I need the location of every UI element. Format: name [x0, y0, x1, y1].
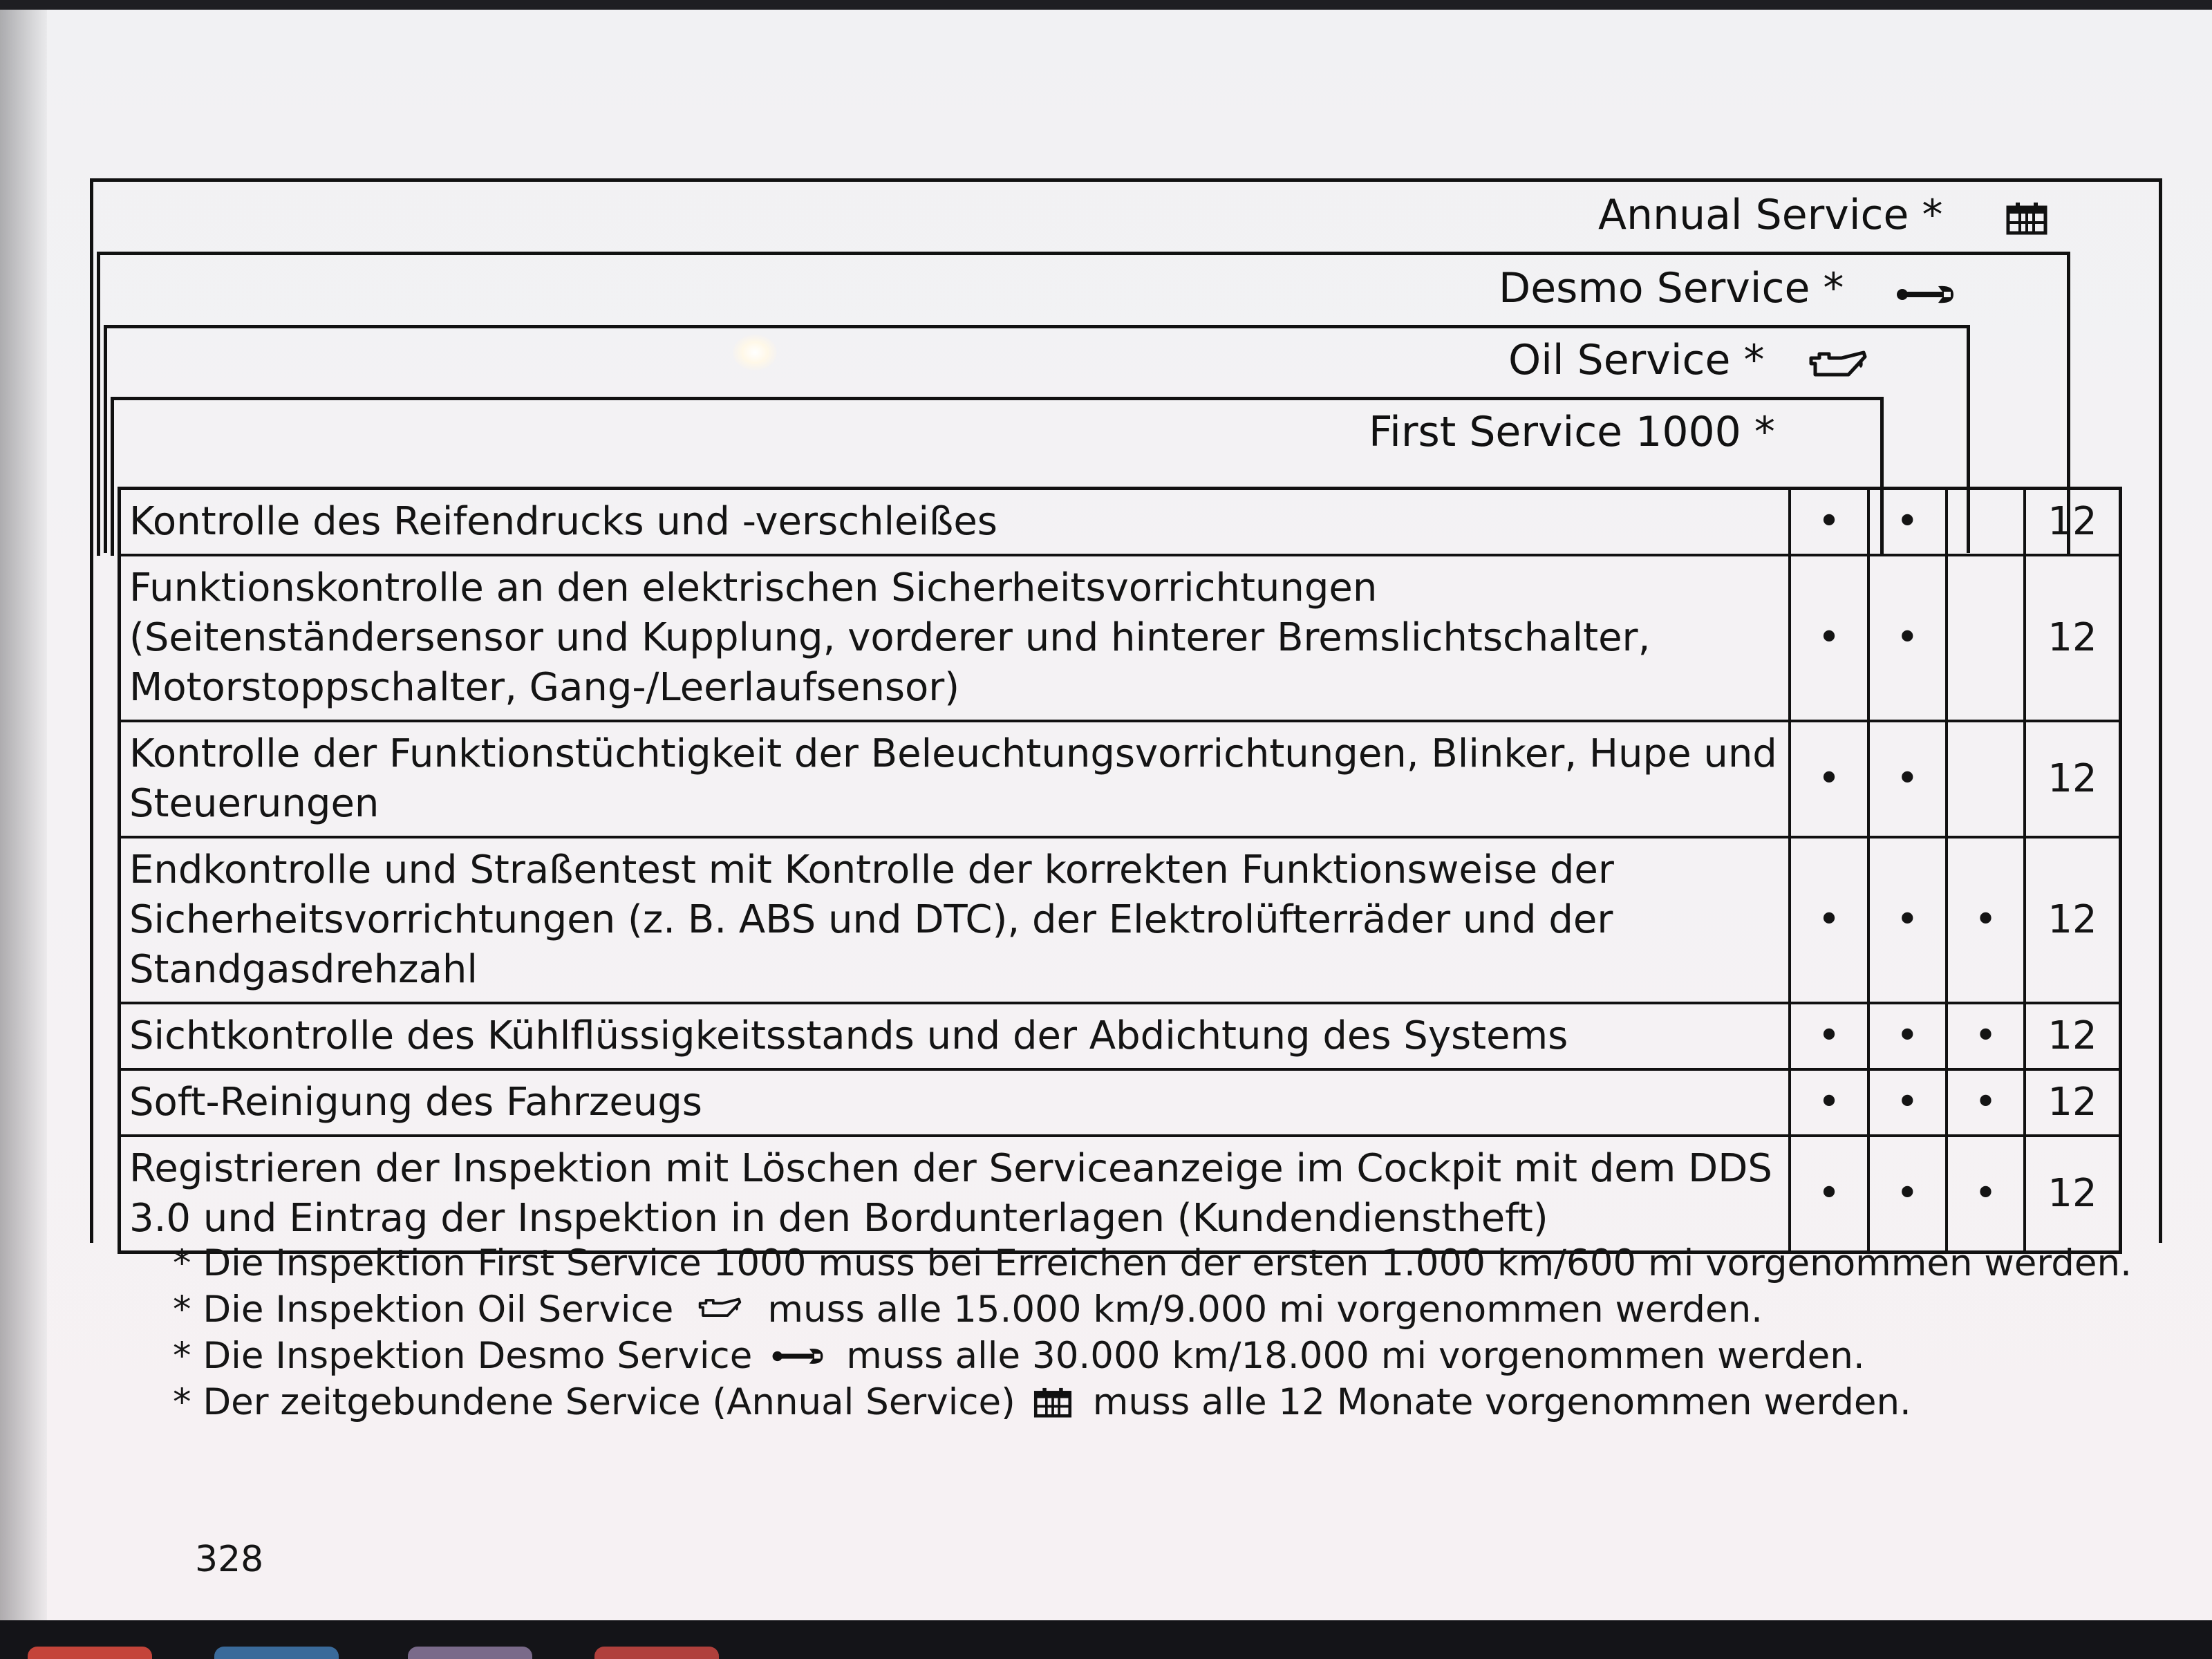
manual-page	[0, 10, 2212, 1620]
annual-service-months: 12	[2025, 721, 2120, 837]
oil-can-icon	[691, 1296, 747, 1324]
table-row	[120, 489, 2121, 556]
footnotes	[173, 1240, 2132, 1425]
oil-service-mark: •	[1868, 489, 1947, 556]
task-description: Registrieren der Inspektion mit Löschen der Serviceanzeige im Cockpit mit dem DDS 3.0 und Eintrag der Inspektion in den Bordunterlagen (Kundendienstheft)	[120, 1136, 1790, 1253]
annual-service-months: 12	[2025, 837, 2120, 1003]
first-service-mark: •	[1790, 837, 1868, 1003]
wrench-icon	[770, 1344, 825, 1369]
annual-service-months: 12	[2025, 1003, 2120, 1069]
taskbar-app-button[interactable]	[28, 1647, 152, 1659]
wrench-icon	[1894, 281, 1956, 308]
footnote-text: * Die Inspektion Desmo Service	[173, 1335, 753, 1377]
annual-service-months: 12	[2025, 1136, 2120, 1253]
taskbar-app-button[interactable]	[408, 1647, 532, 1659]
oil-service-mark: •	[1868, 1136, 1947, 1253]
footnote-text: * Die Inspektion First Service 1000 muss bei Erreichen der ersten 1.000 km/600 mi vorgenommen werden.	[173, 1242, 2132, 1284]
footnote-first-service	[173, 1240, 2132, 1286]
table-row	[120, 1003, 2121, 1069]
first-service-mark: •	[1790, 721, 1868, 837]
annual-service-months: 12	[2025, 555, 2120, 721]
desmo-service-label: Desmo Service *	[1499, 264, 1844, 312]
desmo-service-mark	[1947, 555, 2025, 721]
desmo-service-mark	[1947, 721, 2025, 837]
table-row	[120, 1136, 2121, 1253]
table-row	[120, 1069, 2121, 1136]
desmo-service-mark	[1947, 489, 2025, 556]
oil-service-mark: •	[1868, 1003, 1947, 1069]
footnote-oil-service	[173, 1286, 2108, 1333]
taskbar-app-button[interactable]	[594, 1647, 719, 1659]
task-description: Endkontrolle und Straßentest mit Kontrolle der korrekten Funktionsweise der Sicherheitsvorrichtungen (z. B. ABS und DTC), der Elektrolüfterräder und der Standgasdrehzahl	[120, 837, 1790, 1003]
oil-service-mark: •	[1868, 555, 1947, 721]
first-service-mark: •	[1790, 489, 1868, 556]
annual-service-label: Annual Service *	[1598, 191, 1943, 239]
first-service-mark: •	[1790, 1136, 1868, 1253]
desmo-service-mark: •	[1947, 1003, 2025, 1069]
task-description: Sichtkontrolle des Kühlflüssigkeitsstands und der Abdichtung des Systems	[120, 1003, 1790, 1069]
table-row	[120, 837, 2121, 1003]
monitor-bezel-shadow	[0, 10, 47, 1620]
oil-can-icon	[1806, 348, 1868, 386]
footnote-text: muss alle 12 Monate vorgenommen werden.	[1092, 1381, 1911, 1423]
footnote-desmo-service	[173, 1333, 2108, 1379]
first-service-mark: •	[1790, 555, 1868, 721]
table-row	[120, 721, 2121, 837]
oil-service-mark: •	[1868, 1069, 1947, 1136]
task-description: Kontrolle des Reifendrucks und -verschleißes	[120, 489, 1790, 556]
first-service-mark: •	[1790, 1003, 1868, 1069]
first-service-mark: •	[1790, 1069, 1868, 1136]
task-description: Soft-Reinigung des Fahrzeugs	[120, 1069, 1790, 1136]
footnote-text: muss alle 30.000 km/18.000 mi vorgenommen werden.	[846, 1335, 1865, 1377]
footnote-text: * Der zeitgebundene Service (Annual Service)	[173, 1381, 1015, 1423]
calendar-icon	[1033, 1387, 1072, 1418]
oil-service-mark: •	[1868, 721, 1947, 837]
annual-service-months: 12	[2025, 489, 2120, 556]
calendar-icon	[2006, 202, 2047, 235]
taskbar-app-button[interactable]	[214, 1647, 339, 1659]
task-description: Kontrolle der Funktionstüchtigkeit der Beleuchtungsvorrichtungen, Blinker, Hupe und Steuerungen	[120, 721, 1790, 837]
task-description: Funktionskontrolle an den elektrischen Sicherheitsvorrichtungen (Seitenständersensor und Kupplung, vorderer und hinterer Bremslichtschalter, Motorstoppschalter, Gang-/Leerlaufsensor)	[120, 555, 1790, 721]
service-table	[118, 487, 2122, 1254]
footnote-text: muss alle 15.000 km/9.000 mi vorgenommen werden.	[767, 1288, 1763, 1331]
annual-service-months: 12	[2025, 1069, 2120, 1136]
oil-service-mark: •	[1868, 837, 1947, 1003]
desmo-service-mark: •	[1947, 1069, 2025, 1136]
page-number: 328	[195, 1539, 264, 1580]
taskbar	[0, 1620, 2212, 1659]
desmo-service-mark: •	[1947, 837, 2025, 1003]
oil-service-label: Oil Service *	[1508, 336, 1765, 384]
desmo-service-mark: •	[1947, 1136, 2025, 1253]
first-service-label: First Service 1000 *	[1369, 408, 1775, 456]
footnote-text: * Die Inspektion Oil Service	[173, 1288, 674, 1331]
footnote-annual-service	[173, 1379, 2108, 1425]
table-row	[120, 555, 2121, 721]
